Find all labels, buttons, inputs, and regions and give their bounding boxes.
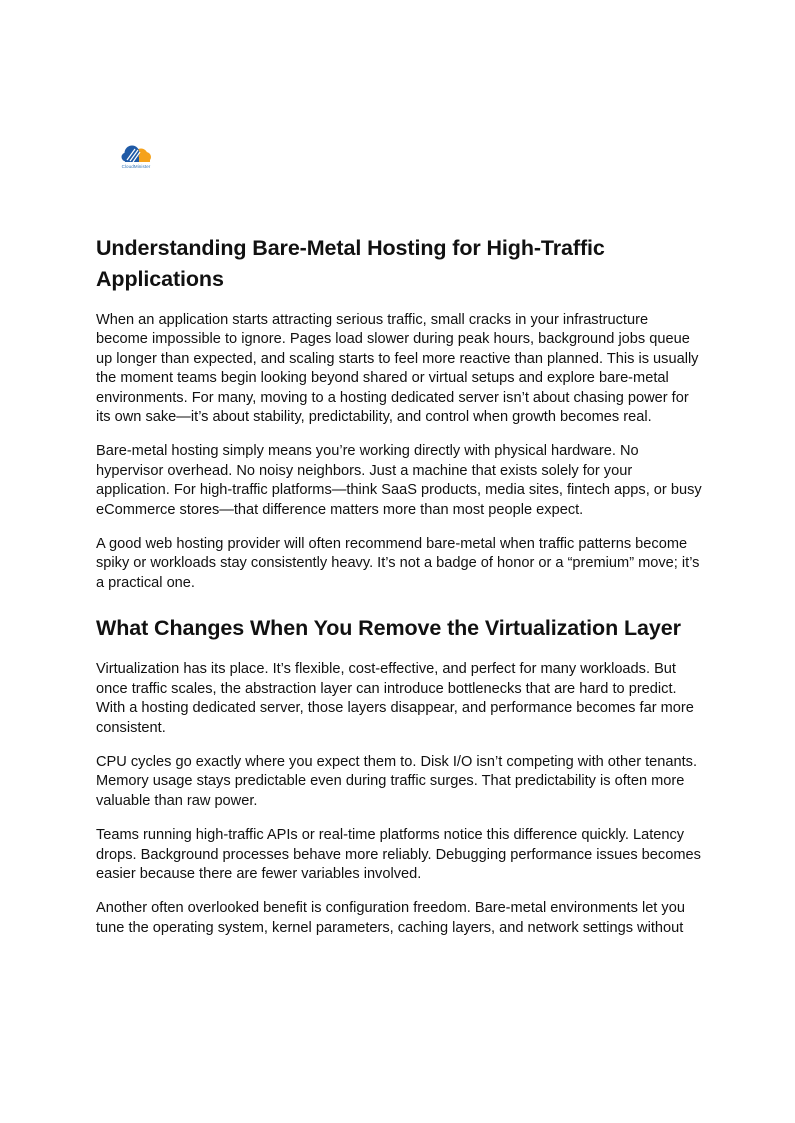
paragraph: When an application starts attracting serious traffic, small cracks in your infrastructure become impossible to ignore. Pages load slower during peak hours, background jobs queue up longer than expected, and scaling starts to feel more reactive than planned. This is usually the moment teams begin looking beyond shared or virtual setups and explore bare-metal environments. For many, moving to a hosting dedicated server isn’t about chasing power for its own sake—it’s about stability, predictability, and control when growth becomes real. (96, 312, 699, 426)
logo-text: CloudMinister (121, 164, 151, 169)
cloud-logo-icon (113, 143, 159, 165)
paragraph: Teams running high-traffic APIs or real-time platforms notice this difference quickly. Latency drops. Background processes behave more reliably. Debugging performance issues becomes easier because there are fewer variables involved. (96, 827, 701, 882)
company-logo (113, 143, 159, 173)
paragraph: Bare-metal hosting simply means you’re working directly with physical hardware. No hypervisor overhead. No noisy neighbors. Just a machine that exists solely for your application. For high-traffic platforms—think SaaS products, media sites, fintech apps, or busy eCommerce stores—that difference matters more than most people expect. (96, 443, 702, 518)
article-body (96, 233, 702, 953)
section-heading: What Changes When You Remove the Virtualization Layer (96, 616, 681, 641)
paragraph: A good web hosting provider will often recommend bare-metal when traffic patterns become spiky or workloads stay consistently heavy. It’s not a badge of honor or a “premium” move; it’s a practical one. (96, 536, 700, 591)
paragraph: Virtualization has its place. It’s flexible, cost-effective, and perfect for many workloads. But once traffic scales, the abstraction layer can introduce bottlenecks that are hard to predict. With a hosting dedicated server, those layers disappear, and performance becomes far more consistent. (96, 661, 694, 736)
paragraph: Another often overlooked benefit is configuration freedom. Bare-metal environments let you tune the operating system, kernel parameters, caching layers, and network settings without (96, 900, 685, 936)
section-heading: Understanding Bare-Metal Hosting for High-Traffic Applications (96, 236, 605, 291)
paragraph: CPU cycles go exactly where you expect them to. Disk I/O isn’t competing with other tenants. Memory usage stays predictable even during traffic surges. That predictability is often more valuable than raw power. (96, 753, 698, 809)
